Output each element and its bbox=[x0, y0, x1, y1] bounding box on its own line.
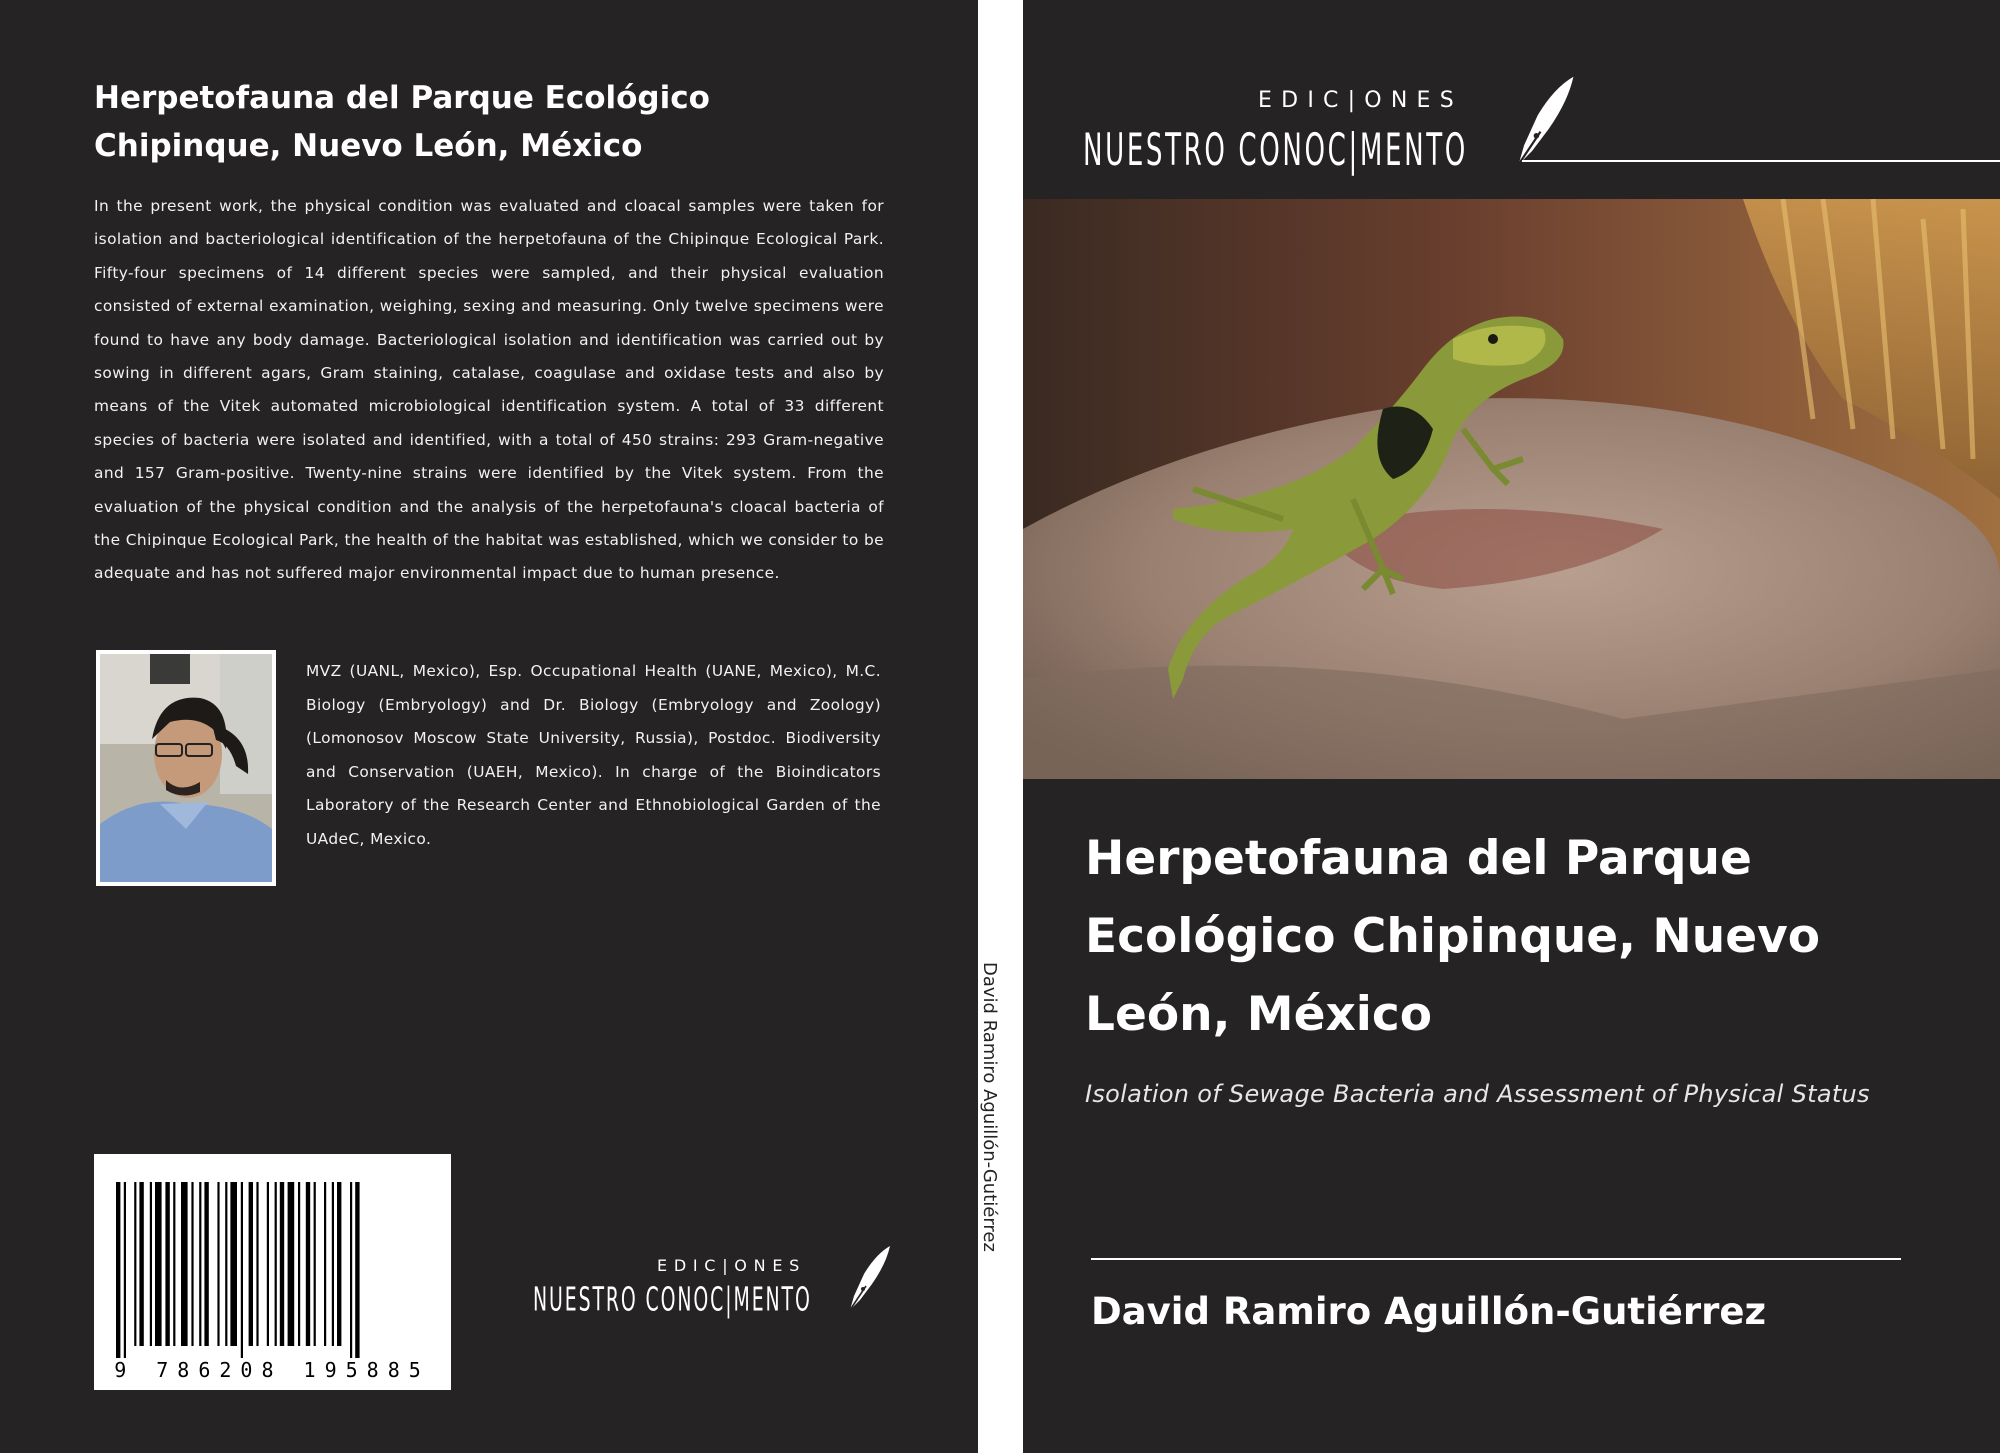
barcode-bar bbox=[139, 1182, 143, 1346]
barcode-bar bbox=[173, 1182, 175, 1346]
barcode-bar bbox=[181, 1182, 188, 1346]
front-cover-title: Herpetofauna del Parque Ecológico Chipinque, Nuevo León, México bbox=[1085, 831, 1820, 1042]
barcode-bar bbox=[199, 1182, 201, 1346]
barcode-bar bbox=[280, 1182, 284, 1346]
barcode-bar bbox=[256, 1182, 258, 1346]
publisher-line1: EDIC|ONES bbox=[1258, 88, 1463, 113]
back-cover-abstract: In the present work, the physical condition was evaluated and cloacal samples were taken for isolation and bacteriological identification of the herpetofauna of the Chipinque Ecological Park. Fifty-four specimens of 14 different species were sampled, and their physical evaluation consisted of external examination, weighing, sexing and measuring. Only twelve specimens were found to have any body damage. Bacteriological isolation and identification was carried out by sowing in different agars, Gram staining, catalase, coagulase and oxidase tests and also by means of the Vitek automated microbiological identification system. A total of 33 different species of bacteria were isolated and identified, with a total of 450 strains: 293 Gram-negative and 157 Gram-positive. Twenty-nine strains were identified by the Vitek system. From the evaluation of the physical condition and the analysis of the herpetofauna's cloacal bacteria of the Chipinque Ecological Park, the health of the habitat was established, which we consider to be adequate and has not suffered major environmental impact due to human presence. bbox=[94, 197, 884, 583]
publisher-logo-front bbox=[1083, 88, 1468, 176]
author-photo bbox=[96, 650, 276, 886]
barcode-bar bbox=[134, 1182, 136, 1346]
barcode-bar bbox=[350, 1182, 352, 1360]
publisher-line2: NUESTRO CONOC|MENTO bbox=[533, 1281, 812, 1319]
barcode-bar bbox=[230, 1182, 237, 1346]
barcode-bar bbox=[249, 1182, 253, 1346]
barcode-bar bbox=[191, 1182, 193, 1346]
barcode-bar bbox=[116, 1182, 120, 1360]
front-cover-author: David Ramiro Aguillón-Gutiérrez bbox=[1091, 1290, 1767, 1333]
barcode-bar bbox=[267, 1182, 269, 1346]
author-biography: MVZ (UANL, Mexico), Esp. Occupational Health (UANE, Mexico), M.C. Biology (Embryology) and Dr. Biology (Embryology and Zoology) (Lomonosov Moscow State University, Russia), Postdoc. Biodiversity and Conservation (UAEH, Mexico). In charge of the Bioindicators Laboratory of the Research Center and Ethnobiological Garden of the UAdeC, Mexico. bbox=[306, 662, 881, 848]
publisher-line1: EDIC|ONES bbox=[657, 1256, 807, 1275]
barcode-bar bbox=[332, 1182, 334, 1346]
spine-author: David Ramiro Aguillón-Gutiérrez bbox=[979, 962, 1000, 1252]
barcode-bar bbox=[241, 1182, 243, 1360]
barcode-bar bbox=[288, 1182, 295, 1346]
barcode-bar bbox=[225, 1182, 227, 1346]
barcode-bar bbox=[150, 1182, 152, 1346]
barcode-bar bbox=[337, 1182, 341, 1346]
author-portrait-image bbox=[100, 654, 272, 882]
fountain-pen-icon bbox=[1512, 74, 1580, 170]
barcode-bar bbox=[217, 1182, 219, 1346]
publisher-line2: NUESTRO CONOC|MENTO bbox=[1083, 123, 1468, 176]
barcode-bars bbox=[94, 1154, 451, 1390]
barcode-bar bbox=[165, 1182, 169, 1346]
fountain-pen-icon bbox=[846, 1244, 894, 1314]
barcode-bar bbox=[314, 1182, 316, 1346]
barcode-bar bbox=[204, 1182, 208, 1346]
barcode-bar bbox=[275, 1182, 277, 1346]
author-divider bbox=[1091, 1258, 1901, 1260]
isbn-barcode bbox=[94, 1154, 451, 1390]
lizard-on-rock-photo bbox=[1023, 199, 2000, 779]
publisher-logo-back bbox=[533, 1256, 812, 1319]
back-cover-title: Herpetofauna del Parque Ecológico Chipinque, Nuevo León, México bbox=[94, 80, 710, 164]
barcode-bar bbox=[355, 1182, 359, 1360]
barcode-bar bbox=[124, 1182, 126, 1360]
barcode-bar bbox=[306, 1182, 310, 1346]
barcode-bar bbox=[324, 1182, 326, 1346]
barcode-bar bbox=[155, 1182, 162, 1346]
front-cover-subtitle: Isolation of Sewage Bacteria and Assessment of Physical Status bbox=[1085, 1080, 1870, 1108]
logo-underline bbox=[1522, 160, 2000, 162]
isbn-number: 9 786208 195885 bbox=[102, 1358, 442, 1382]
barcode-bar bbox=[298, 1182, 300, 1346]
